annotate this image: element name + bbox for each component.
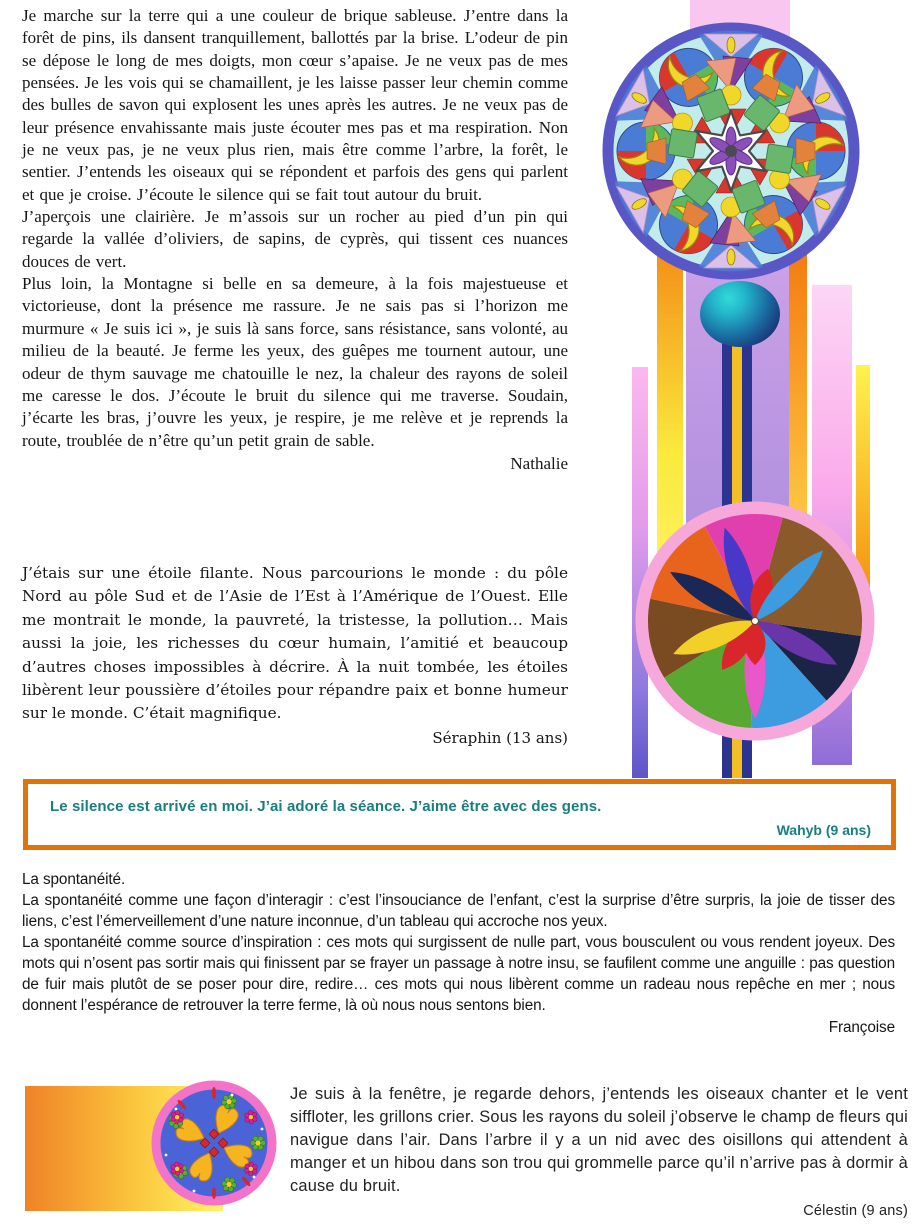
sphere-image: [700, 281, 780, 347]
story-paragraph: Je suis à la fenêtre, je regarde dehors, j’entends les oiseaux chanter et le vent siffloter, les grillons crier. Sous les rayons du soleil j’observe le champ de fleurs qui navigue dans l’air. Dans l’arbre il y a un nid avec des oisillons qui attendent à manger et un hibou dans son trou qui grommelle parce qu’il n’arrive pas à dormir à cause du bruit.: [290, 1085, 908, 1195]
story-paragraph: Plus loin, la Montagne si belle en sa demeure, à la fois majestueuse et victorieuse, dont la présence me rassure. Je ne sais pas si l’horizon me murmure « Je suis ici », je suis là sans force, sans résistance, sans volonté, au milieu de la beauté. Je ferme les yeux, des guêpes me tournent autour, une odeur de thym sauvage me chatouille le nez, la chaleur des rayons de soleil me caresse le dos. J’écoute le bruit du silence qui me traverse. Soudain, j’écarte les bras, j’ouvre les yeux, je respire, je me relève et je reprends la route, troublée de n’être qu’un petit grain de sable.: [22, 274, 568, 450]
story-francoise: [22, 869, 895, 1038]
story-paragraph: J’étais sur une étoile filante. Nous parcourions le monde : du pôle Nord au pôle Sud et de l’Asie de l’Est à l’Amérique de l’Ouest. Elle me montrait le monde, la pauvreté, la tristesse, la pollution… Mais aussi la joie, les richesses du cœur humain, l’amitié et beaucoup d’autres choses impossibles à décrire. À la nuit tombée, les étoiles libèrent leur poussière d’étoiles pour répandre paix et bonne humeur sur le monde. C’était magnifique.: [22, 564, 568, 723]
story-paragraph: La spontanéité comme source d’inspiration : ces mots qui surgissent de nulle part, vous bousculent ou vous rendent joyeux. Des mots qui n’osent pas sortir mais qui finissent par se frayer un passage à notre insu, se faufilent comme une anguille : pas question de fuir mais plutôt de se poser pour dire, redire… ces mots qui nous libèrent comme un radeau nous repêche en mer ; nous donnent l’espérance de retrouver la terre ferme, là où nous nous sentons bien.: [22, 934, 895, 1014]
signature-francoise: Françoise: [828, 1019, 895, 1036]
story-seraphin: [22, 562, 568, 750]
story-paragraph: Je marche sur la terre qui a une couleur de brique sableuse. J’entre dans la forêt de pins, ils dansent tranquillement, ballottés par la brise. L’odeur de pin se dépose le long de mes doigts, mon cœur s’apaise. Je ne veux pas de mes pensées. Je les vois qui se chamaillent, je les laisse passer leur chemin comme des bulles de savon qui explosent les unes après les autres. Je ne veux pas de leur présence envahissante mais juste écouter mes pas et ma respiration. Non je ne veux pas, je ne veux plus rien, mais être comme l’arbre, la forêt, le sentier. J’entends les oiseaux qui se répondent et parfois des gens qui parlent et que je croise. J’écoute le silence qui se fait tout autour du bruit.: [22, 6, 568, 204]
story-paragraph: La spontanéité comme une façon d’interagir : c’est l’insouciance de l’enfant, c’est la surprise d’être surpris, la joie de tisser des liens, c’est l’émerveillement d’une nature inconnue, d’un tableau qui accroche nos yeux.: [22, 892, 895, 930]
story-paragraph: La spontanéité.: [22, 871, 126, 888]
mandala-bottom-image: [150, 1079, 278, 1207]
signature-wahyb: Wahyb (9 ans): [776, 822, 871, 838]
story-paragraph: J’aperçois une clairière. Je m’assois sur un rocher au pied d’un pin qui regarde la vallée d’oliviers, de sapins, de cyprès, qui tissent ces nuances douces de vert.: [22, 207, 568, 271]
mandala-middle-image: [634, 500, 876, 742]
story-nathalie: [22, 5, 568, 475]
signature-seraphin: Séraphin (13 ans): [432, 728, 568, 747]
quote-box-wahyb: [23, 779, 896, 850]
signature-nathalie: Nathalie: [510, 453, 568, 473]
mandala-top-image: [602, 22, 860, 280]
quote-text: Le silence est arrivé en moi. J’ai adoré la séance. J’aime être avec des gens.: [50, 798, 602, 815]
story-celestin: [290, 1083, 908, 1223]
signature-celestin: Célestin (9 ans): [803, 1203, 908, 1219]
